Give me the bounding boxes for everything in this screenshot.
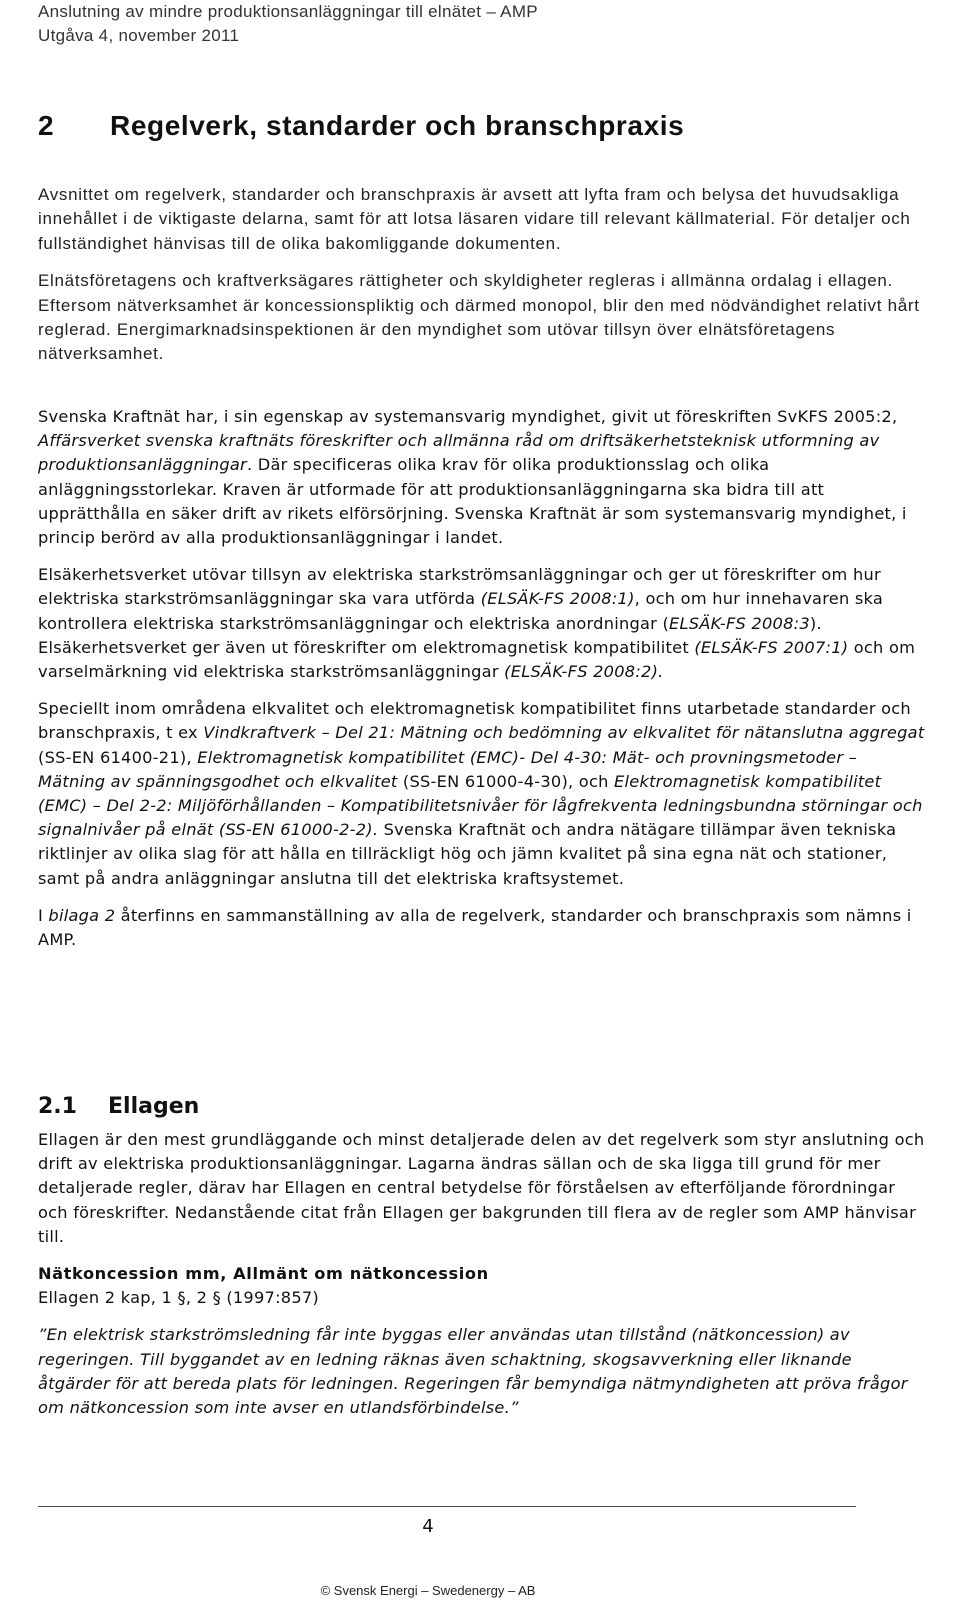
text-run: Elsäkerhetsverket utövar tillsyn av elektriska starkströmsanläggningar och ger ut föreskrifter om hur elektriska starkströmsanläggningar ska vara utförda xyxy=(38,565,881,609)
text-run: återfinns en sammanställning av alla de regelverk, standarder och branschpraxis som nämns i AMP. xyxy=(38,905,912,950)
footer-copyright: © Svensk Energi – Swedenergy – AB xyxy=(320,1583,536,1598)
regulation-reference: (ELSÄK-FS 2008:1) xyxy=(480,589,635,609)
main-body xyxy=(38,405,928,965)
chapter-heading xyxy=(38,110,684,142)
section-title: Ellagen xyxy=(108,1094,200,1119)
standard-title: Elektromagnetisk kompatibilitet (EMC)- Del 4-30: Mät- och provningsmetoder – Mätning av spänningsgodhet och elkvalitet xyxy=(38,747,858,791)
chapter-title: Regelverk, standarder och branschpraxis xyxy=(110,110,685,141)
intro-paragraph-1: Avsnittet om regelverk, standarder och branschpraxis är avsett att lyfta fram och belysa det huvudsakliga innehållet i de viktigaste delarna, samt för att lotsa läsaren vidare till relevant källmaterial. För detaljer och fullständighet hänvisas till de olika bakomliggande dokumenten. xyxy=(38,185,911,253)
header-title: Anslutning av mindre produktionsanläggningar till elnätet – AMP xyxy=(38,2,538,21)
paragraph-svk xyxy=(38,405,928,550)
appendix-reference: bilaga 2 xyxy=(48,905,116,925)
law-quote: ”En elektrisk starkströmsledning får inte byggas eller användas utan tillstånd (nätkoncession) av regeringen. Till byggandet av en ledning räknas även schaktning, skogsavverkning eller liknande åtgärder för att bereda plats för ledningen. Regeringen får bemyndiga nätmyndigheten att pröva frågor om nätkoncession som inte avser en utlandsförbindelse.” xyxy=(38,1325,908,1418)
text-run: (SS-EN 61400-21), xyxy=(38,747,198,767)
text-run: och om varselmärkning vid elektriska starkströmsanläggningar xyxy=(38,637,916,682)
regulation-reference: ELSÄK-FS 2008:3 xyxy=(669,613,810,633)
text-run: Speciellt inom områdena elkvalitet och elektromagnetisk kompatibilitet finns utarbetade standarder och branschpraxis, t ex xyxy=(38,699,911,743)
footer-divider xyxy=(38,1506,856,1507)
running-header xyxy=(38,0,538,48)
ellagen-intro: Ellagen är den mest grundläggande och minst detaljerade delen av det regelverk som styr anslutning och drift av elektriska produktionsanläggningar. Lagarna ändras sällan och de ska ligga till grund för mer detaljerade regler, därav har Ellagen en central betydelse för förståelsen av efterföljande förordningar och föreskrifter. Nedanstående citat från Ellagen ger bakgrunden till flera av de regler som AMP hänvisar till. xyxy=(38,1130,925,1246)
page-number: 4 xyxy=(422,1516,434,1537)
chapter-number: 2 xyxy=(38,110,55,141)
regulation-reference: (ELSÄK-FS 2008:2). xyxy=(504,662,664,682)
text-run: I xyxy=(38,905,49,925)
text-run: Svenska Kraftnät och andra nätägare tillämpar även tekniska riktlinjer av olika slag för att hålla en tillräckligt hög och jämn kvalitet på sina egna nät och stationer, samt på andra anläggningar anslutna till det elektriska kraftsystemet. xyxy=(38,820,897,888)
text-run: ). Elsäkerhetsverket ger även ut föreskrifter om elektromagnetisk kompatibilitet xyxy=(38,613,822,657)
regulation-reference: (ELSÄK-FS 2007:1) xyxy=(694,637,849,657)
subheading: Nätkoncession mm, Allmänt om nätkoncession xyxy=(38,1264,489,1284)
standard-title: Vindkraftverk – Del 21: Mätning och bedömning av elkvalitet för nätanslutna aggregat xyxy=(203,723,925,743)
header-edition: Utgåva 4, november 2011 xyxy=(38,26,240,45)
ellagen-section xyxy=(38,1128,928,1420)
intro-paragraph-2: Elnätsföretagens och kraftverksägares rättigheter och skyldigheter regleras i allmänna ordalag i ellagen. Eftersom nätverksamhet är koncessionspliktig och därmed monopol, blir den med nödvändighet relativt hårt reglerad. Energimarknadsinspektionen är den myndighet som utövar tillsyn över elnätsföretagens nätverksamhet. xyxy=(38,271,920,364)
section-number: 2.1 xyxy=(38,1094,77,1119)
paragraph-elsak xyxy=(38,563,928,684)
paragraph-bilaga xyxy=(38,904,928,952)
paragraph-standards xyxy=(38,697,928,891)
law-reference: Ellagen 2 kap, 1 §, 2 § (1997:857) xyxy=(38,1288,319,1308)
section-heading xyxy=(38,1094,199,1119)
text-run: Svenska Kraftnät har, i sin egenskap av systemansvarig myndighet, givit ut föreskriften SvKFS 2005:2, xyxy=(38,407,898,426)
intro-section xyxy=(38,183,928,380)
standard-title: Elektromagnetisk kompatibilitet (EMC) – Del 2-2: Miljöförhållanden – Kompatibilitetsnivåer för lågfrekventa ledningsbundna störningar och signalnivåer på elnät (SS-EN 61000-2-2). xyxy=(38,771,923,840)
text-run: . Där specificeras olika krav för olika produktionsslag och olika anläggningsstorlekar. Kraven är utformade för att produktionsanläggningarna ska bidra till att upprätthålla en säker drift av rikets elförsörjning. Svenska Kraftnät är som systemansvarig myndighet, i princip berörd av alla produktionsanläggningar i landet. xyxy=(38,455,907,548)
text-run: , och om hur innehavaren ska kontrollera elektriska starkströmsanläggningar och elektriska anordningar ( xyxy=(38,589,884,633)
regulation-title: Affärsverket svenska kraftnäts föreskrifter och allmänna råd om driftsäkerhetsteknisk utformning av produktionsanläggningar xyxy=(38,431,880,475)
text-run: (SS-EN 61000-4-30), och xyxy=(397,771,615,791)
